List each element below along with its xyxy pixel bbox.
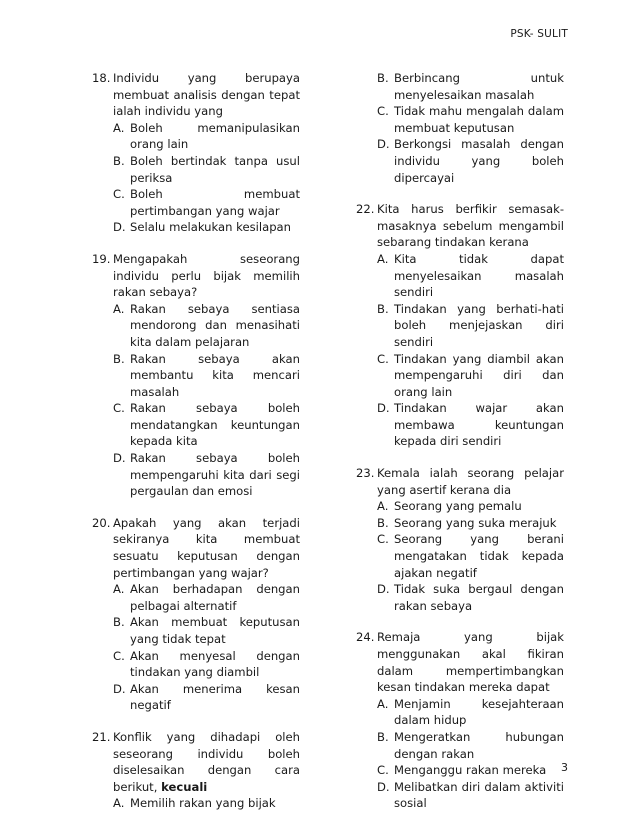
option-letter: C. bbox=[377, 532, 389, 547]
answer-option bbox=[356, 515, 564, 532]
question-item bbox=[356, 201, 564, 450]
option-text: Boleh bertindak tanpa usul periksa bbox=[130, 153, 300, 185]
page-number: 3 bbox=[561, 761, 568, 774]
option-letter: B. bbox=[113, 615, 125, 630]
question-text: Kita harus berfikir semasak-masaknya sebelum mengambil sebarang tindakan kerana bbox=[377, 202, 564, 250]
option-letter: D. bbox=[377, 582, 390, 597]
question-number: 18. bbox=[92, 71, 111, 85]
option-text: Tindakan wajar akan membawa keuntungan kepada diri sendiri bbox=[394, 401, 564, 449]
option-letter: A. bbox=[113, 582, 125, 597]
question-text: Remaja yang bijak menggunakan akal fikiran dalam mempertimbangkan kesan tindakan mereka dapat bbox=[377, 630, 564, 695]
question-item bbox=[356, 465, 564, 614]
question-text: Individu yang berupaya membuat analisis dengan tepat ialah individu yang bbox=[113, 71, 300, 119]
question-number: 24. bbox=[356, 630, 375, 645]
option-letter: B. bbox=[377, 71, 389, 85]
option-letter: B. bbox=[377, 729, 389, 744]
question-stem bbox=[356, 465, 564, 498]
answer-option bbox=[356, 70, 564, 103]
option-text: Seorang yang pemalu bbox=[394, 499, 522, 514]
option-text: Akan berhadapan dengan pelbagai alternatif bbox=[130, 582, 300, 613]
answer-option bbox=[356, 400, 564, 450]
answer-option bbox=[356, 251, 564, 301]
answer-option bbox=[92, 614, 300, 647]
option-letter: B. bbox=[113, 351, 125, 366]
answer-option bbox=[92, 351, 300, 401]
option-letter: D. bbox=[377, 779, 390, 794]
option-letter: C. bbox=[113, 187, 125, 202]
option-letter: D. bbox=[113, 451, 126, 466]
option-text: Tindakan yang berhati-hati boleh menjejaskan diri sendiri bbox=[394, 301, 564, 349]
answer-option bbox=[92, 648, 300, 681]
option-letter: D. bbox=[377, 137, 390, 152]
answer-option bbox=[356, 351, 564, 401]
right-column bbox=[356, 70, 564, 827]
question-stem bbox=[92, 515, 300, 581]
option-text: Boleh memanipulasikan orang lain bbox=[130, 120, 300, 152]
option-letter: A. bbox=[377, 499, 389, 514]
option-text: Memilih rakan yang bijak bbox=[130, 796, 276, 811]
question-text: Konflik yang dihadapi oleh seseorang individu boleh diselesaikan dengan cara berikut, bbox=[113, 729, 300, 794]
option-text: Rakan sebaya akan membantu kita mencari masalah bbox=[130, 351, 300, 399]
option-text: Akan menerima kesan negatif bbox=[130, 681, 300, 713]
answer-option bbox=[92, 120, 300, 153]
option-text: Akan membuat keputusan yang tidak tepat bbox=[130, 615, 300, 646]
answer-option bbox=[356, 779, 564, 812]
option-letter: B. bbox=[377, 515, 389, 530]
option-text: Tidak mahu mengalah dalam membuat keputusan bbox=[394, 104, 564, 135]
question-stem bbox=[92, 70, 300, 120]
answer-option bbox=[92, 219, 300, 236]
option-text: Melibatkan diri dalam aktiviti sosial bbox=[394, 779, 564, 811]
option-text: Berbincang untuk menyelesaikan masalah bbox=[394, 71, 564, 102]
option-letter: C. bbox=[377, 104, 389, 119]
option-letter: C. bbox=[113, 648, 125, 663]
option-text: Selalu melakukan kesilapan bbox=[130, 220, 292, 235]
option-text: Menganggu rakan mereka bbox=[394, 763, 547, 778]
answer-option bbox=[356, 531, 564, 581]
left-column bbox=[92, 70, 300, 827]
option-letter: A. bbox=[113, 796, 125, 811]
option-text: Tidak suka bergaul dengan rakan sebaya bbox=[394, 582, 564, 613]
option-text: Berkongsi masalah dengan individu yang boleh dipercayai bbox=[394, 137, 564, 185]
page-header: PSK- SULIT bbox=[510, 28, 568, 40]
answer-option bbox=[356, 498, 564, 515]
question-number: 20. bbox=[92, 515, 111, 530]
option-letter: A. bbox=[113, 301, 125, 316]
answer-option bbox=[92, 450, 300, 500]
answer-option bbox=[356, 136, 564, 186]
option-text: Seorang yang berani mengatakan tidak kepada ajakan negatif bbox=[394, 532, 564, 580]
question-item bbox=[92, 251, 300, 500]
answer-option bbox=[356, 729, 564, 762]
question-stem bbox=[92, 729, 300, 795]
question-text: Mengapakah seseorang individu perlu bijak memilih rakan sebaya? bbox=[113, 251, 300, 300]
option-text: Tindakan yang diambil akan mempengaruhi diri dan orang lain bbox=[394, 351, 564, 399]
option-letter: D. bbox=[377, 401, 390, 416]
question-number: 21. bbox=[92, 729, 111, 744]
option-text: Menjamin kesejahteraan dalam hidup bbox=[394, 696, 564, 728]
answer-option bbox=[92, 301, 300, 351]
question-stem bbox=[356, 629, 564, 695]
answer-option bbox=[92, 153, 300, 186]
answer-option bbox=[356, 762, 564, 779]
question-number: 23. bbox=[356, 466, 375, 481]
question-stem bbox=[92, 251, 300, 301]
answer-option bbox=[92, 400, 300, 450]
question-item bbox=[92, 515, 300, 714]
question-number: 19. bbox=[92, 251, 111, 266]
option-text: Mengeratkan hubungan dengan rakan bbox=[394, 729, 564, 761]
question-number: 22. bbox=[356, 202, 375, 217]
option-text: Boleh membuat pertimbangan yang wajar bbox=[130, 187, 300, 218]
question-text: Kemala ialah seorang pelajar yang asertif kerana dia bbox=[377, 466, 564, 497]
answer-option bbox=[92, 581, 300, 614]
option-text: Kita tidak dapat menyelesaikan masalah sendiri bbox=[394, 251, 564, 300]
question-item bbox=[92, 70, 300, 236]
option-text: Rakan sebaya boleh mendatangkan keuntungan kepada kita bbox=[130, 401, 300, 449]
option-letter: D. bbox=[113, 220, 126, 235]
option-text: Rakan sebaya boleh mempengaruhi kita dari segi pergaulan dan emosi bbox=[130, 451, 300, 499]
answer-option bbox=[356, 581, 564, 614]
answer-option bbox=[92, 186, 300, 219]
question-item bbox=[356, 629, 564, 812]
option-letter: A. bbox=[377, 696, 389, 711]
option-letter: D. bbox=[113, 681, 126, 696]
option-text: Seorang yang suka merajuk bbox=[394, 515, 557, 530]
option-letter: C. bbox=[113, 401, 125, 416]
question-item bbox=[356, 70, 564, 186]
question-stem bbox=[356, 201, 564, 251]
option-letter: B. bbox=[377, 301, 389, 316]
question-emphasis: kecuali bbox=[161, 779, 208, 794]
option-letter: C. bbox=[377, 763, 389, 778]
answer-option bbox=[356, 696, 564, 729]
option-text: Akan menyesal dengan tindakan yang diambil bbox=[130, 648, 300, 680]
option-letter: C. bbox=[377, 351, 389, 366]
answer-option bbox=[356, 301, 564, 351]
answer-option bbox=[92, 681, 300, 714]
answer-option bbox=[356, 103, 564, 136]
option-letter: B. bbox=[113, 153, 125, 168]
option-letter: A. bbox=[113, 120, 125, 135]
question-text: Apakah yang akan terjadi sekiranya kita membuat sesuatu keputusan dengan pertimbangan yang wajar? bbox=[113, 515, 300, 580]
option-text: Rakan sebaya sentiasa mendorong dan menasihati kita dalam pelajaran bbox=[130, 301, 300, 349]
question-item bbox=[92, 729, 300, 812]
option-letter: A. bbox=[377, 251, 389, 266]
answer-option bbox=[92, 795, 300, 812]
